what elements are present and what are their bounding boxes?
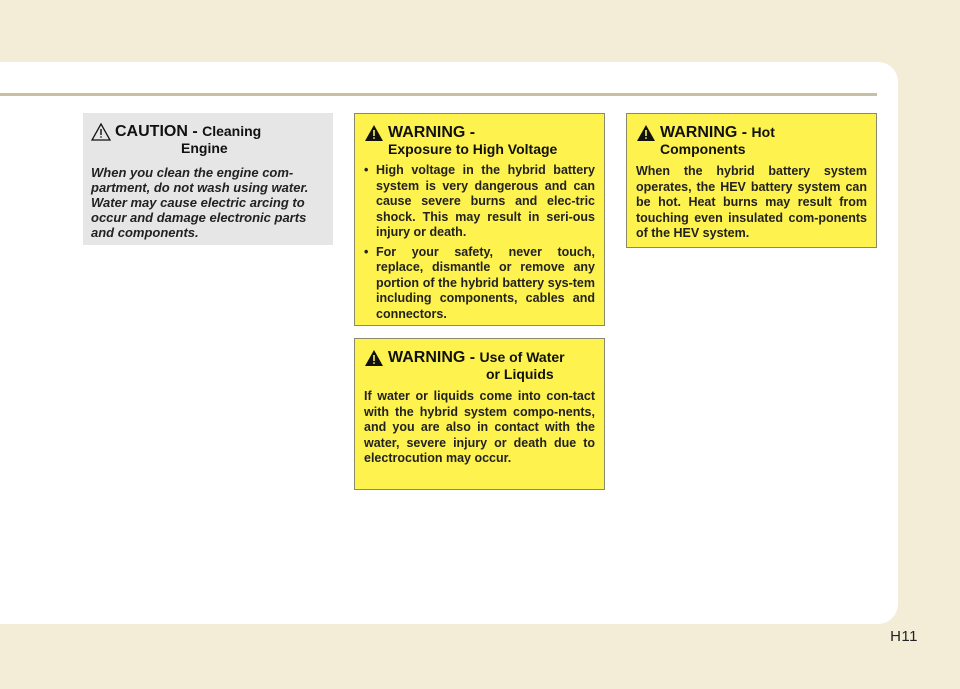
warning-water-box — [354, 338, 605, 490]
warning-keyword: WARNING - — [388, 124, 476, 141]
caution-subject: Cleaning — [202, 123, 262, 139]
warning-keyword: WARNING - — [660, 124, 752, 141]
warning-keyword: WARNING - — [388, 349, 480, 366]
warning-hot-components-box — [626, 113, 877, 248]
warning-body: When the hybrid battery system operates, the HEV battery system can be hot. Heat burns may result from touching even insulated com-ponents of the HEV system. — [636, 164, 867, 240]
warning-triangle-icon — [364, 349, 384, 367]
header-rule — [0, 93, 877, 96]
caution-subject-line2: Engine — [181, 140, 228, 156]
warning-subject: Use of Water — [479, 349, 565, 365]
warning-subject: Exposure to High Voltage — [388, 141, 558, 157]
warning-bullet-list — [364, 163, 595, 322]
caution-body: When you clean the engine com-partment, do not wash using water. Water may cause electric arcing to occur and damage electronic parts and components. — [91, 165, 309, 240]
list-item: • For your safety, never touch, replace, dismantle or remove any portion of the hybrid battery sys-tem including components, cables and connectors. — [364, 245, 595, 323]
warning-subject-line2: Components — [660, 141, 746, 157]
warning-subject-line2: or Liquids — [486, 366, 554, 382]
caution-triangle-icon — [91, 123, 111, 141]
warning-heading — [636, 124, 867, 158]
caution-heading — [91, 123, 325, 157]
caution-cleaning-engine-box — [83, 113, 333, 245]
warning-triangle-icon — [364, 124, 384, 142]
warning-high-voltage-box — [354, 113, 605, 326]
warning-subject: Hot — [751, 124, 775, 140]
page-number: H11 — [890, 628, 918, 645]
warning-triangle-icon — [636, 124, 656, 142]
warning-heading — [364, 349, 595, 383]
list-item: • High voltage in the hybrid battery system is very dangerous and can cause severe burns and elec-tric shock. This may result in seri-ous injury or death. — [364, 163, 595, 241]
warning-body: If water or liquids come into con-tact with the hybrid system compo-nents, and you are also in contact with the water, severe injury or death due to electrocution may occur. — [364, 389, 595, 465]
warning-heading — [364, 124, 595, 158]
caution-keyword: CAUTION - — [115, 123, 203, 140]
